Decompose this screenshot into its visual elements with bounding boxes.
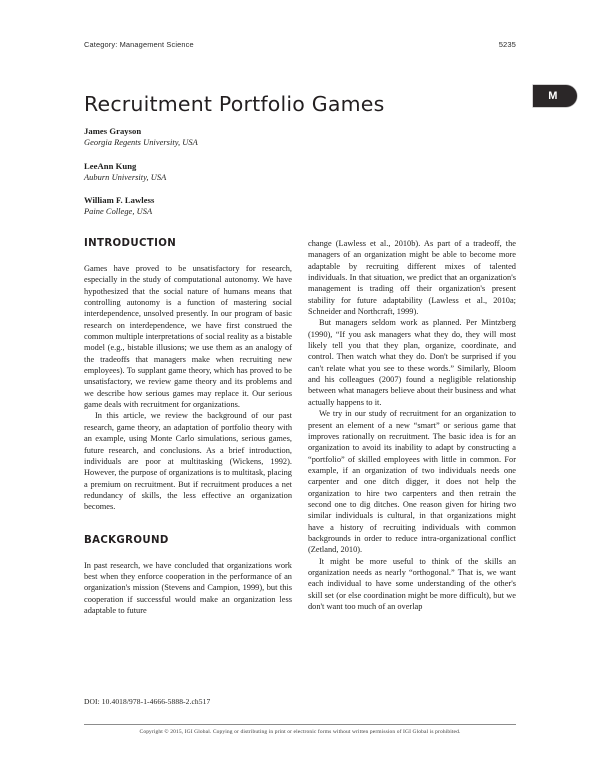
paragraph: We try in our study of recruitment for an organization to present an element of a new “smart” or serious game that improves rationally on recruitment. The basic idea is for an organization to avoid its inability to adapt by constructing a “portfolio” of skilled employees with little in common. For example, if an organization of two individuals needs one carpenter and one ditch digger, it does not help the organization to hire two carpenters and then retrain the second one to dig ditches. One reason given for hiring two similar individuals is cultural, in that organizations might have a history of recruiting individuals with common backgrounds in order to reduce intra-organizational conflict (Zetland, 2010). xyxy=(308,409,516,555)
author-name: LeeAnn Kung xyxy=(84,160,137,171)
author-affiliation: Paine College, USA xyxy=(84,207,153,216)
running-head xyxy=(84,40,516,54)
section-heading-introduction: INTRODUCTION xyxy=(84,238,177,249)
paragraph: It might be more useful to think of the skills an organization needs as nearly “orthogonal.” That is, we want each individual to have some understanding of the other's skill set (or else coordination might be more difficult), but we don't want too much of an overlap xyxy=(308,556,516,611)
author-entry xyxy=(84,195,334,218)
page-folio-number: 5235 xyxy=(498,40,516,49)
author-list xyxy=(84,126,334,218)
paragraph: But managers seldom work as planned. Per Mintzberg (1990), “If you ask managers what they do, they will most likely tell you that they plan, organize, coordinate, and control. Then watch what they do. Don't be surprised if you can't relate what you see to these words.” Similarly, Bloom and his colleagues (2007) found a negligible relationship between what managers believe about their business and what actually happens to it. xyxy=(308,318,516,407)
paragraph: In this article, we review the background of our past research, game theory, an adaptation of portfolio theory with an example, using Monte Carlo simulations, serious games, future research, and conclusions. As a brief introduction, individuals are poor at multitasking (Wickens, 1992). However, the purpose of organizations is to multitask, placing a premium on recruitment. But if recruitment produces a net redundancy of skills, the less effective an organization becomes. xyxy=(84,411,292,512)
body-column-right xyxy=(308,238,516,612)
section-heading-background: BACKGROUND xyxy=(84,534,169,546)
author-entry xyxy=(84,126,334,149)
author-entry xyxy=(84,161,334,184)
section-letter-tab xyxy=(533,85,577,107)
author-affiliation: Auburn University, USA xyxy=(84,172,167,182)
author-name: William F. Lawless xyxy=(84,195,155,205)
section-letter-tab-label: M xyxy=(548,90,558,102)
footer-divider xyxy=(84,724,516,725)
running-head-category: Category: Management Science xyxy=(84,40,194,49)
page-title: Recruitment Portfolio Games xyxy=(84,91,385,116)
copyright-notice: Copyright © 2015, IGI Global. Copying or distributing in print or electronic forms without written permission of IGI Global is prohibited. xyxy=(139,729,461,735)
paragraph: In past research, we have concluded that organizations work best when they enforce cooperation in the performance of an organization's mission (Stevens and Campion, 1999), but this cooperation if successful would make an organization less adaptable to future xyxy=(84,560,292,615)
paragraph: change (Lawless et al., 2010b). As part of a tradeoff, the managers of an organization might be able to become more adaptable by recruiting different mixes of talented individuals. In that situation, we predict that an organization's management is trading off their organization's present stability for future adaptability (Lawless et al., 2010a; Schneider and Northcraft, 1999). xyxy=(308,239,516,317)
author-affiliation: Georgia Regents University, USA xyxy=(84,138,198,147)
author-name: James Grayson xyxy=(84,126,142,136)
body-column-left xyxy=(84,238,292,616)
doi-text: DOI: 10.4018/978-1-4666-5888-2.ch517 xyxy=(84,697,211,706)
paragraph: Games have proved to be unsatisfactory for research, especially in the study of computational autonomy. We have hypothesized that the social nature of humans means that controlling autonomy is a function of mastering social interdependence, unsolved presently. In our program of basic research on interdependence, we have first construed the common multiple interpretations of social reality as a bistable model (e.g., bistable illusions; we use them as an analogy of the tradeoffs that managers make when recruiting new employees). To supplant game theory, which has proved to be unsatisfactory, we review game theory and its problems and we describe how serious games may replace it. Our serious game deals with recruitment for organizations. xyxy=(84,264,292,410)
